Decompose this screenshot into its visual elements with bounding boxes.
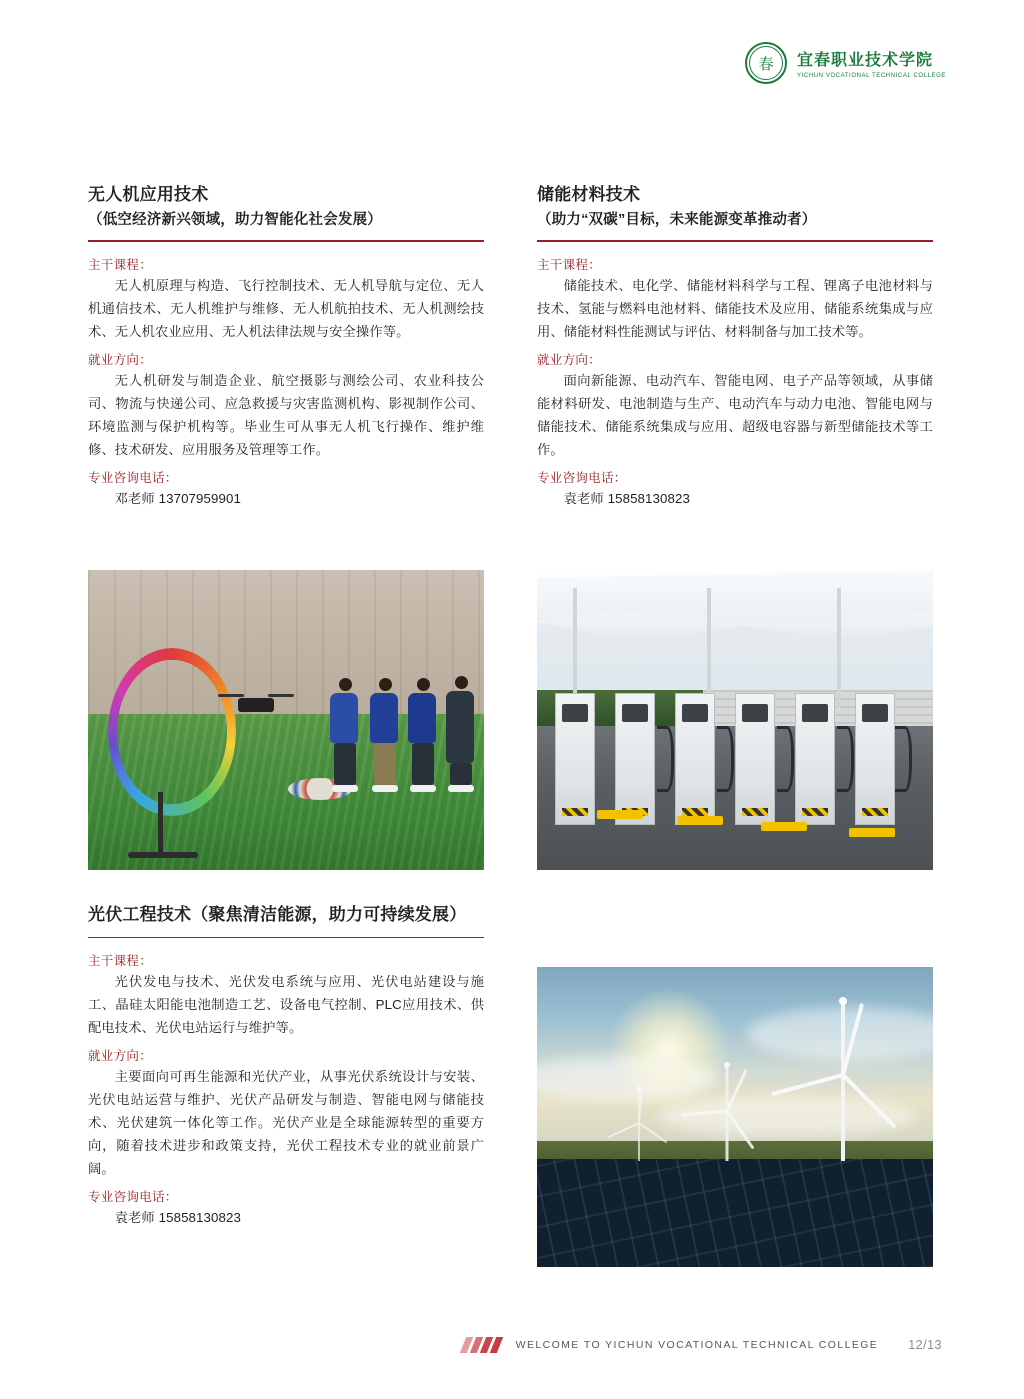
charging-cable [777,726,794,792]
charging-cabinet [735,693,775,825]
wind-turbine [783,1001,903,1161]
college-seal-glyph: 春 [749,46,783,80]
charging-cabinet [615,693,655,825]
program-subtitle: （助力“双碳”目标，未来能源变革推动者） [537,211,817,228]
phone-label: 专业咨询电话： [88,470,178,485]
charging-cabinet [855,693,895,825]
courses-label: 主干课程： [537,257,602,272]
ring-stand [158,792,163,854]
ring-base [128,852,198,858]
program-block-storage [537,183,933,517]
jobs-label: 就业方向： [88,352,153,367]
page-footer [0,1337,1024,1353]
courses-text: 光伏发电与技术、光伏发电系统与应用、光伏电站建设与施工、晶硅太阳能电池制造工艺、设备电气控制、PLC应用技术、供配电技术、光伏电站运行与维护等。 [88,974,484,1036]
photo-solar-wind-farm [537,967,933,1267]
charging-cable [837,726,854,792]
college-name-cn: 宜春职业技术学院 [796,50,933,69]
college-logo-text [797,47,946,79]
charging-cabinet [555,693,595,825]
jobs-text: 面向新能源、电动汽车、智能电网、电子产品等领域，从事储能材料研发、电池制造与生产、电动汽车与动力电池、智能电网与储能技术、储能系统集成与应用、超级电容器与新型储能技术等工作。 [537,372,933,457]
charging-cabinet [795,693,835,825]
parking-curb [761,822,807,831]
wind-turbine [609,1089,669,1161]
college-seal-icon [745,42,787,84]
program-title: 储能材料技术 [537,185,641,204]
jobs-text: 主要面向可再生能源和光伏产业，从事光伏系统设计与安装、光伏电站运营与维护、光伏产品研发与制造、智能电网与储能技术、光伏建筑一体化等工作。光伏产业是全球能源转型的重要方向，随着技术进步和政策支持，光伏工程技术专业的就业前景广阔。 [88,1069,484,1177]
program-title: 光伏工程技术（聚焦清洁能源，助力可持续发展） [88,905,467,924]
program-subtitle: （低空经济新兴领域，助力智能化社会发展） [88,211,382,228]
program-block-drone [88,183,484,517]
phone-text: 邓老师 13707959901 [114,490,242,506]
college-name-en: YICHUN VOCATIONAL TECHNICAL COLLEGE [796,73,946,79]
student-figure [330,678,360,792]
canopy-pillar [573,588,577,708]
parking-curb [849,828,895,837]
charging-cable [895,726,912,792]
charging-cable [717,726,734,792]
student-figure [408,678,438,792]
footer-text: WELCOME TO YICHUN VOCATIONAL TECHNICAL COLLEGE [515,1339,879,1351]
page-number: 12/13 [908,1338,942,1352]
charging-cable [657,726,674,792]
courses-text: 无人机原理与构造、飞行控制技术、无人机导航与定位、无人机通信技术、无人机维护与维修、无人机航拍技术、无人机测绘技术、无人机农业应用、无人机法律法规与安全操作等。 [88,277,484,339]
college-logo [745,42,946,84]
phone-label: 专业咨询电话： [537,470,627,485]
jobs-label: 就业方向： [88,1049,153,1064]
jobs-text: 无人机研发与制造企业、航空摄影与测绘公司、农业科技公司、物流与快递公司、应急救援与灾害监测机构、影视制作公司、环境监测与保护机构等。毕业生可从事无人机飞行操作、维护维修、技术研发、应用服务及管理等工作。 [88,372,484,457]
student-figure [446,676,476,792]
courses-label: 主干课程： [88,954,153,969]
chevron-icon [463,1337,500,1353]
courses-label: 主干课程： [88,257,153,272]
canopy-pillar [837,588,841,708]
jobs-label: 就业方向： [537,352,602,367]
drone-aircraft [238,698,274,712]
courses-text: 储能技术、电化学、储能材料科学与工程、锂离子电池材料与技术、氢能与燃料电池材料、储能技术及应用、储能系统集成与应用、储能材料性能测试与评估、材料制备与加工技术等。 [537,277,933,339]
title-divider [88,240,484,242]
program-title: 无人机应用技术 [88,185,209,204]
phone-label: 专业咨询电话： [88,1190,178,1205]
student-figure [370,678,400,792]
photo-charging-station [537,570,933,870]
title-divider [88,937,484,939]
phone-text: 袁老师 15858130823 [114,1210,242,1226]
wind-turbine [687,1065,767,1161]
parking-curb [597,810,643,819]
title-divider [537,240,933,242]
canopy-pillar [707,588,711,708]
drone-flight-ring [108,648,236,816]
charging-cabinet [675,693,715,825]
parking-curb [677,816,723,825]
solar-panel-array [537,1159,933,1267]
phone-text: 袁老师 15858130823 [563,490,691,506]
program-block-solar [88,903,484,1236]
photo-drone-training [88,570,484,870]
